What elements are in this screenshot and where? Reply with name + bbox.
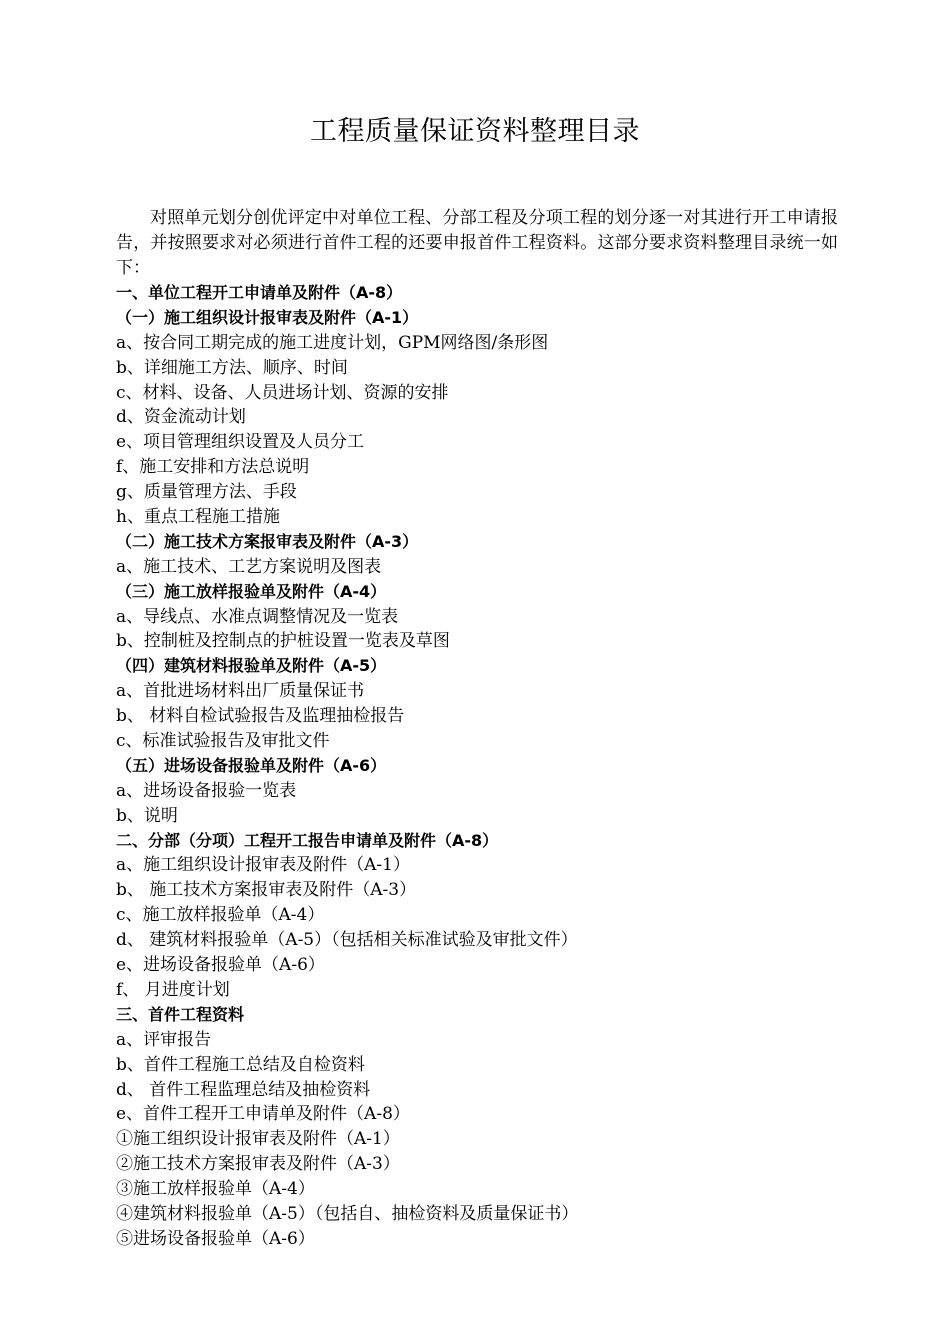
list-item: ⑤进场设备报验单（A-6）	[116, 1228, 315, 1249]
list-item: d、 建筑材料报验单（A-5）（包括相关标准试验及审批文件）	[116, 930, 578, 951]
list-item: ③施工放样报验单（A-4）	[116, 1179, 315, 1200]
list-item: a、首批进场材料出厂质量保证书	[116, 681, 365, 702]
section-heading: （一）施工组织设计报审表及附件（A-1）	[116, 307, 419, 327]
list-item: a、评审报告	[116, 1029, 212, 1050]
list-item: ②施工技术方案报审表及附件（A-3）	[116, 1154, 400, 1175]
intro-paragraph: 对照单元划分创优评定中对单位工程、分部工程及分项工程的划分逐一对其进行开工申请报告，并按照要求对必须进行首件工程的还要申报首件工程资料。这部分要求资料整理目录统一如下：	[116, 208, 838, 278]
list-item: a、导线点、水准点调整情况及一览表	[116, 606, 399, 627]
list-item: c、材料、设备、人员进场计划、资源的安排	[116, 382, 449, 403]
list-item: c、施工放样报验单（A-4）	[116, 905, 325, 926]
list-item: a、进场设备报验一览表	[116, 780, 297, 801]
list-item: f、 月进度计划	[116, 979, 230, 1000]
section-heading: （二）施工技术方案报审表及附件（A-3）	[116, 531, 419, 551]
list-item: b、 施工技术方案报审表及附件（A-3）	[116, 880, 417, 901]
list-item: b、首件工程施工总结及自检资料	[116, 1054, 365, 1075]
list-item: b、 材料自检试验报告及监理抽检报告	[116, 706, 405, 727]
list-item: e、首件工程开工申请单及附件（A-8）	[116, 1104, 410, 1125]
list-item: b、说明	[116, 805, 178, 826]
list-item: b、控制桩及控制点的护桩设置一览表及草图	[116, 631, 450, 652]
list-item: ④建筑材料报验单（A-5）（包括自、抽检资料及质量保证书）	[116, 1203, 579, 1224]
list-item: a、施工技术、工艺方案说明及图表	[116, 556, 382, 577]
list-item: d、 首件工程监理总结及抽检资料	[116, 1079, 371, 1100]
catalog-list	[116, 281, 838, 1252]
list-item: ①施工组织设计报审表及附件（A-1）	[116, 1129, 400, 1150]
section-heading: （三）施工放样报验单及附件（A-4）	[116, 581, 387, 601]
section-heading: （四）建筑材料报验单及附件（A-5）	[116, 656, 387, 676]
section-heading: （五）进场设备报验单及附件（A-6）	[116, 755, 387, 775]
list-item: b、详细施工方法、顺序、时间	[116, 357, 348, 378]
list-item: e、进场设备报验单（A-6）	[116, 955, 325, 976]
section-heading: 一、单位工程开工申请单及附件（A-8）	[116, 283, 403, 302]
list-item: c、标准试验报告及审批文件	[116, 731, 330, 752]
list-item: f、施工安排和方法总说明	[116, 457, 310, 478]
list-item: a、施工组织设计报审表及附件（A-1）	[116, 855, 410, 876]
document-title: 工程质量保证资料整理目录	[310, 116, 640, 147]
list-item: h、重点工程施工措施	[116, 507, 280, 528]
list-item: a、按合同工期完成的施工进度计划，GPM网络图/条形图	[116, 332, 549, 353]
list-item: e、项目管理组织设置及人员分工	[116, 432, 365, 453]
section-heading: 二、分部（分项）工程开工报告申请单及附件（A-8）	[116, 830, 499, 850]
section-heading: 三、首件工程资料	[116, 1004, 245, 1024]
list-item: d、资金流动计划	[116, 407, 246, 428]
list-item: g、质量管理方法、手段	[116, 482, 297, 503]
